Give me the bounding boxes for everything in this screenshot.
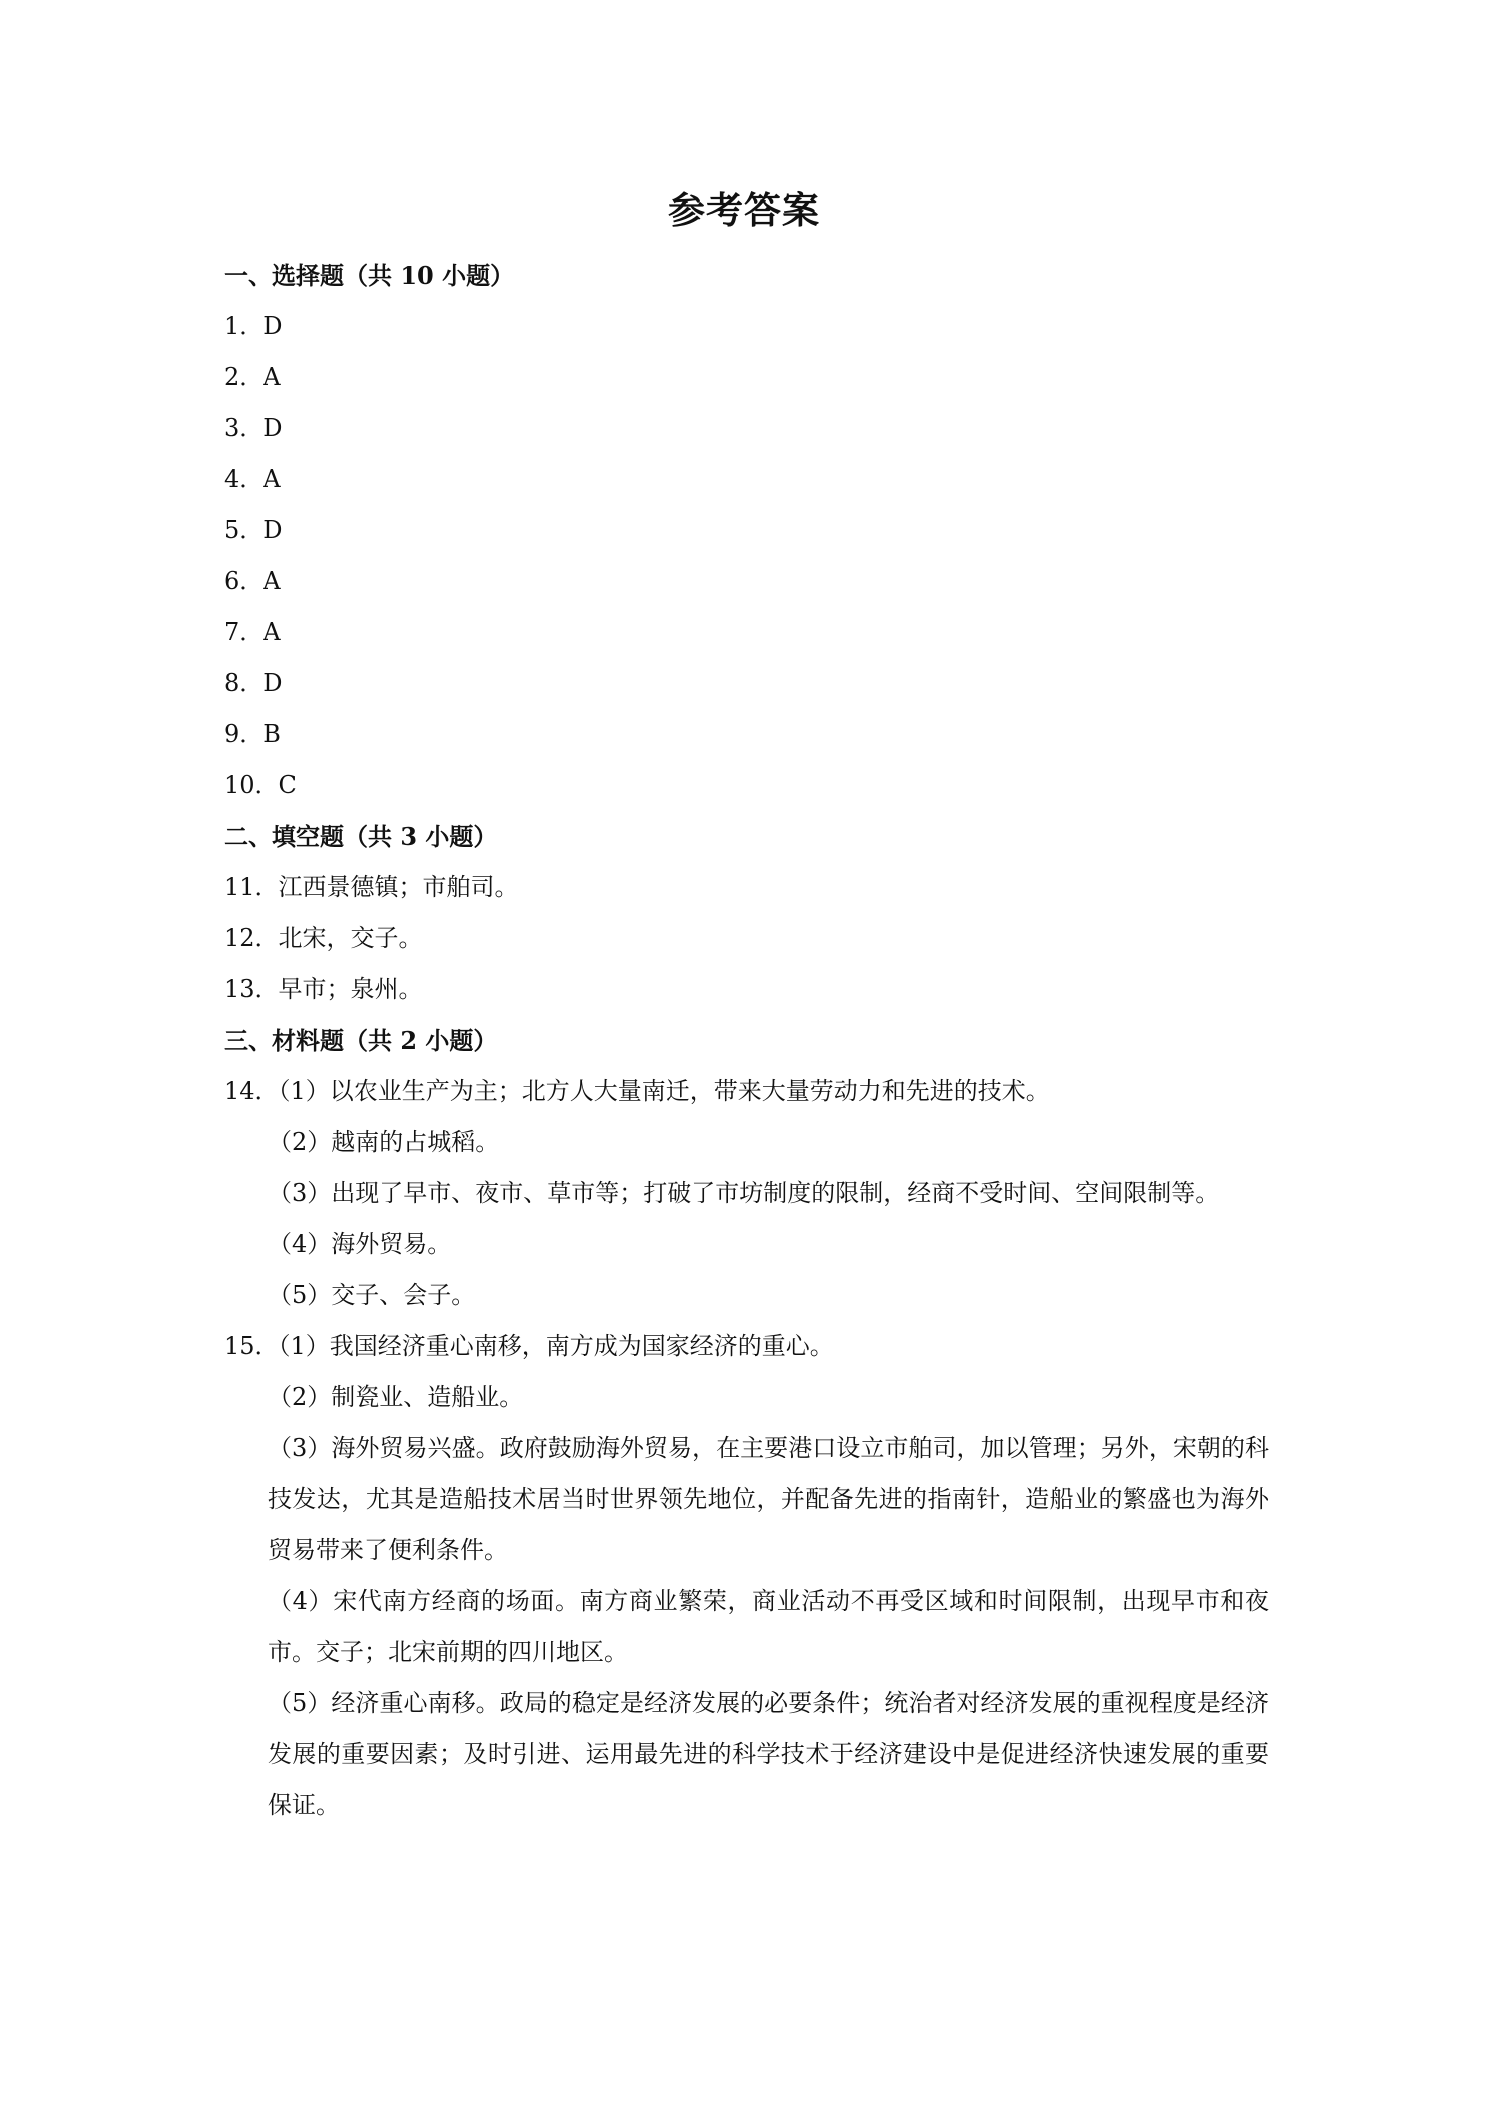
answer-item: 7．A — [224, 618, 281, 646]
q14-part3: （3）出现了早市、夜市、草市等；打破了市坊制度的限制，经商不受时间、空间限制等。 — [268, 1179, 1220, 1207]
page-title: 参考答案 — [668, 188, 820, 232]
answer-content — [224, 250, 1269, 1831]
q15-part5: （5）经济重心南移。政局的稳定是经济发展的必要条件；统治者对经济发展的重视程度是经济发展的重要因素；及时引进、运用最先进的科学技术于经济建设中是促进经济快速发展的重要保证。 — [268, 1689, 1269, 1819]
answer-item: 1．D — [224, 312, 283, 340]
answer-item: 3．D — [224, 414, 283, 442]
section-heading-choice: 一、选择题（共 10 小题） — [224, 261, 515, 290]
answer-item: 6．A — [224, 567, 281, 595]
q14-part1: 14．（1）以农业生产为主；北方人大量南迁，带来大量劳动力和先进的技术。 — [224, 1077, 1050, 1105]
answer-item: 8．D — [224, 669, 283, 697]
q15-part3: （3）海外贸易兴盛。政府鼓励海外贸易，在主要港口设立市舶司，加以管理；另外，宋朝的科技发达，尤其是造船技术居当时世界领先地位，并配备先进的指南针，造船业的繁盛也为海外贸易带来了便利条件。 — [268, 1434, 1269, 1564]
q14-part2: （2）越南的占城稻。 — [268, 1128, 500, 1156]
answer-item: 13．早市；泉州。 — [224, 975, 423, 1003]
q15-part1: 15．（1）我国经济重心南移，南方成为国家经济的重心。 — [224, 1332, 834, 1360]
q15-part4: （4）宋代南方经商的场面。南方商业繁荣，商业活动不再受区域和时间限制，出现早市和夜市。交子；北宋前期的四川地区。 — [268, 1587, 1269, 1666]
answer-item: 5．D — [224, 516, 283, 544]
answer-item: 9．B — [224, 720, 281, 748]
answer-item: 10．C — [224, 771, 297, 799]
answer-item: 4．A — [224, 465, 281, 493]
answer-item: 11．江西景德镇；市舶司。 — [224, 873, 519, 901]
section-heading-fill: 二、填空题（共 3 小题） — [224, 822, 498, 851]
q14-part4: （4）海外贸易。 — [268, 1230, 452, 1258]
q14-part5: （5）交子、会子。 — [268, 1281, 476, 1309]
q15-part2: （2）制瓷业、造船业。 — [268, 1383, 524, 1411]
answer-item: 12．北宋，交子。 — [224, 924, 423, 952]
answer-item: 2．A — [224, 363, 281, 391]
section-heading-material: 三、材料题（共 2 小题） — [224, 1026, 498, 1055]
